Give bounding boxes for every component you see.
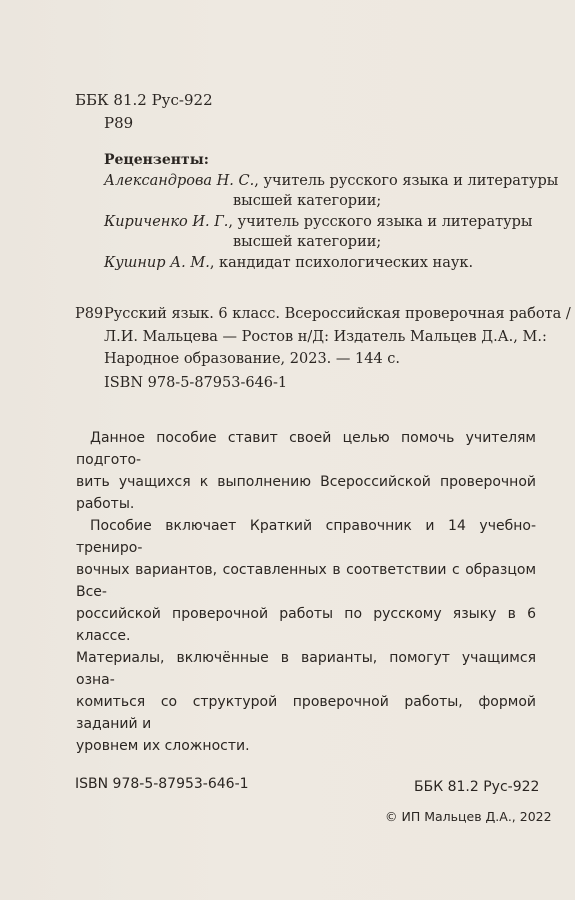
abstract-p2-l2: вочных вариантов, составленных в соответствии с образцом Все- [76, 562, 536, 600]
reviewer-1-cont: высшей категории; [233, 193, 382, 209]
abstract-p2-l5: комиться со структурой проверочной работы, формой заданий и [76, 694, 536, 732]
abstract-p1-l1: Данное пособие ставит своей целью помочь учителям подгото- [76, 430, 536, 468]
reviewer-2-role: , учитель русского языка и литературы [228, 214, 533, 230]
abstract-p1-l2: вить учащихся к выполнению Всероссийской проверочной работы. [76, 474, 536, 512]
abstract-p2-l1: Пособие включает Краткий справочник и 14 учебно-трениро- [76, 518, 536, 556]
abstract-p2-l6: уровнем их сложности. [76, 738, 250, 754]
copyright: © ИП Мальцев Д.А., 2022 [385, 809, 552, 824]
reviewer-3 [104, 255, 473, 271]
reviewer-1-role: , учитель русского языка и литературы [254, 173, 559, 189]
abstract-p2-l4: Материалы, включённые в варианты, помогут учащимся озна- [76, 650, 536, 688]
reviewer-1 [104, 173, 558, 189]
author-mark-top: Р89 [104, 114, 134, 132]
catalog-line-3: Народное образование, 2023. — 144 с. [104, 351, 401, 367]
bbk-code-bottom: ББК 81.2 Рус-922 [414, 779, 540, 795]
reviewer-2 [104, 214, 532, 230]
catalog-isbn: ISBN 978-5-87953-646-1 [104, 375, 288, 391]
reviewer-2-cont: высшей категории; [233, 234, 382, 250]
reviewers-title: Рецензенты: [104, 152, 209, 168]
abstract-p2-l3: российской проверочной работы по русскому языку в 6 классе. [76, 606, 536, 644]
catalog-line-2: Л.И. Мальцева — Ростов н/Д: Издатель Мальцев Д.А., М.: [104, 329, 547, 345]
reviewer-3-role: , кандидат психологических наук. [209, 255, 474, 271]
abstract [76, 427, 536, 757]
reviewer-2-name: Кириченко И. Г. [104, 214, 229, 230]
catalog-line-1: Русский язык. 6 класс. Всероссийская проверочная работа / [104, 306, 571, 322]
reviewer-3-name: Кушнир А. М. [104, 255, 210, 271]
reviewer-1-name: Александрова Н. С. [104, 173, 255, 189]
catalog-code: Р89 [75, 306, 104, 322]
abstract-p2 [76, 515, 536, 757]
abstract-p1 [76, 427, 536, 515]
bbk-code-top: ББК 81.2 Рус-922 [75, 91, 213, 109]
isbn-bottom: ISBN 978-5-87953-646-1 [75, 776, 249, 792]
